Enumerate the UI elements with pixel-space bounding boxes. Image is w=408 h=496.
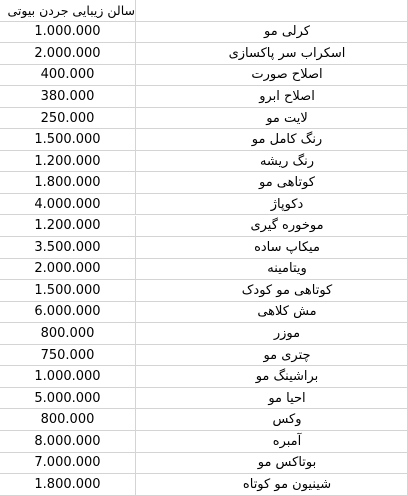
header-row [0, 0, 408, 22]
service-cell[interactable]: شینیون مو کوتاه [137, 474, 408, 495]
price-cell[interactable]: 6.000.000 [0, 302, 136, 323]
price-cell[interactable]: 1.500.000 [0, 129, 136, 150]
price-cell[interactable]: 750.000 [0, 345, 136, 366]
table-row [0, 474, 408, 496]
service-cell[interactable]: موخوره گیری [137, 216, 408, 237]
price-cell[interactable]: 5.000.000 [0, 388, 136, 409]
price-cell[interactable]: 1.500.000 [0, 280, 136, 301]
table-row [0, 259, 408, 281]
table-row [0, 65, 408, 87]
table-row [0, 129, 408, 151]
service-cell[interactable]: دکوپاژ [137, 194, 408, 215]
price-cell[interactable]: 1.200.000 [0, 151, 136, 172]
service-cell[interactable]: کوتاهی مو کودک [137, 280, 408, 301]
table-row [0, 86, 408, 108]
price-cell[interactable]: 2.000.000 [0, 43, 136, 64]
service-cell[interactable]: براشینگ مو [137, 366, 408, 387]
title-cell[interactable]: سالن زیبایی جردن بیوتی [0, 0, 136, 21]
price-cell[interactable]: 800.000 [0, 409, 136, 430]
price-cell[interactable]: 1.200.000 [0, 216, 136, 237]
table-row [0, 43, 408, 65]
price-cell[interactable]: 380.000 [0, 86, 136, 107]
price-cell[interactable]: 1.800.000 [0, 474, 136, 495]
table-row [0, 216, 408, 238]
table-row [0, 366, 408, 388]
service-cell[interactable]: اصلاح ابرو [137, 86, 408, 107]
table-row [0, 280, 408, 302]
service-cell[interactable]: احیا مو [137, 388, 408, 409]
service-cell[interactable]: وکس [137, 409, 408, 430]
table-row [0, 302, 408, 324]
price-cell[interactable]: 7.000.000 [0, 453, 136, 474]
service-cell[interactable]: رنگ ریشه [137, 151, 408, 172]
price-cell[interactable]: 1.800.000 [0, 172, 136, 193]
price-cell[interactable]: 1.000.000 [0, 366, 136, 387]
service-cell[interactable]: آمبره [137, 431, 408, 452]
service-cell[interactable]: بوتاکس مو [137, 453, 408, 474]
table-row [0, 237, 408, 259]
price-cell[interactable]: 3.500.000 [0, 237, 136, 258]
price-cell[interactable]: 250.000 [0, 108, 136, 129]
table-row [0, 151, 408, 173]
price-cell[interactable]: 400.000 [0, 65, 136, 86]
service-cell[interactable]: میکاپ ساده [137, 237, 408, 258]
table-row [0, 409, 408, 431]
table-row [0, 323, 408, 345]
price-cell[interactable]: 4.000.000 [0, 194, 136, 215]
service-cell[interactable]: اسکراب سر پاکسازی [137, 43, 408, 64]
table-row [0, 108, 408, 130]
price-cell[interactable]: 800.000 [0, 323, 136, 344]
service-cell[interactable]: رنگ کامل مو [137, 129, 408, 150]
table-row [0, 194, 408, 216]
service-cell[interactable]: ویتامینه [137, 259, 408, 280]
table-row [0, 22, 408, 44]
price-cell[interactable]: 8.000.000 [0, 431, 136, 452]
service-cell[interactable]: لایت مو [137, 108, 408, 129]
service-cell[interactable]: کرلی مو [137, 22, 408, 43]
service-cell[interactable]: موزر [137, 323, 408, 344]
service-cell[interactable]: کوتاهی مو [137, 172, 408, 193]
table-row [0, 453, 408, 475]
table-row [0, 172, 408, 194]
price-cell[interactable]: 2.000.000 [0, 259, 136, 280]
service-cell[interactable]: چتری مو [137, 345, 408, 366]
empty-cell[interactable] [137, 0, 408, 21]
table-row [0, 431, 408, 453]
price-cell[interactable]: 1.000.000 [0, 22, 136, 43]
service-cell[interactable]: مش کلاهی [137, 302, 408, 323]
service-cell[interactable]: اصلاح صورت [137, 65, 408, 86]
table-row [0, 345, 408, 367]
table-row [0, 388, 408, 410]
